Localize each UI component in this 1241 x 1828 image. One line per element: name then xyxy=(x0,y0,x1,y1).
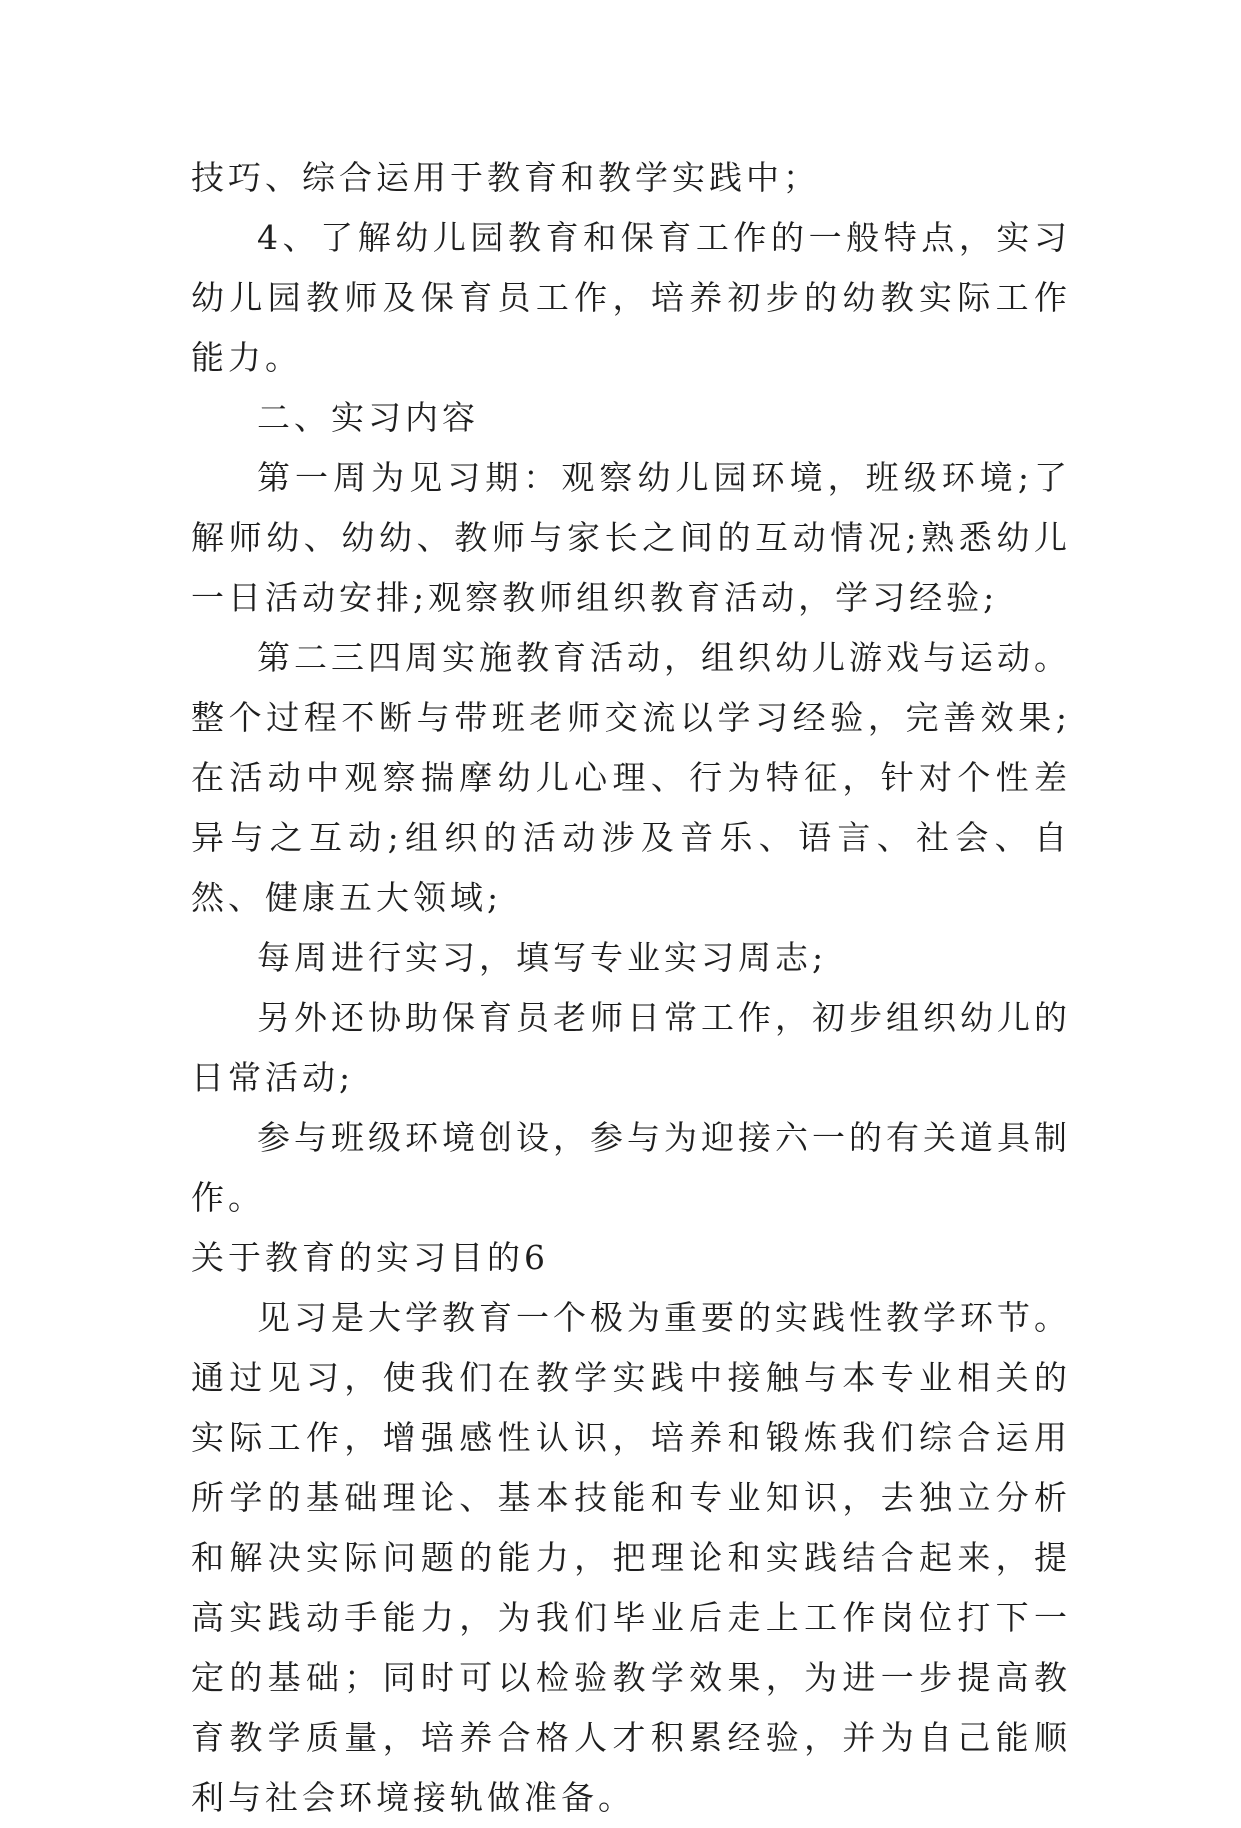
paragraph-weekly-journal: 每周进行实习，填写专业实习周志; xyxy=(257,938,828,977)
paragraph-week-one: 第一周为见习期：观察幼儿园环境，班级环境;了解师幼、幼幼、教师与家长之间的互动情况;熟悉幼儿一日活动安排;观察教师组织教育活动，学习经验; xyxy=(191,458,1071,617)
paragraph-item-4: 4、了解幼儿园教育和保育工作的一般特点，实习幼儿园教师及保育员工作，培养初步的幼教实际工作能力。 xyxy=(191,218,1071,377)
section-title-purpose-6: 关于教育的实习目的6 xyxy=(191,1238,549,1277)
paragraph-weeks-two-to-four: 第二三四周实施教育活动，组织幼儿游戏与运动。整个过程不断与带班老师交流以学习经验，完善效果;在活动中观察揣摩幼儿心理、行为特征，针对个性差异与之互动;组织的活动涉及音乐、语言、社会、自然、健康五大领域; xyxy=(191,638,1071,917)
paragraph-assist-caregiver: 另外还协助保育员老师日常工作，初步组织幼儿的日常活动; xyxy=(191,998,1071,1097)
section-heading-internship-content: 二、实习内容 xyxy=(257,398,479,437)
paragraph-class-environment: 参与班级环境创设，参与为迎接六一的有关道具制作。 xyxy=(191,1118,1071,1217)
paragraph-observation-purpose: 见习是大学教育一个极为重要的实践性教学环节。通过见习，使我们在教学实践中接触与本专业相关的实际工作，增强感性认识，培养和锻炼我们综合运用所学的基础理论、基本技能和专业知识，去独立分析和解决实际问题的能力，把理论和实践结合起来，提高实践动手能力，为我们毕业后走上工作岗位打下一定的基础；同时可以检验教学效果，为进一步提高教育教学质量，培养合格人才积累经验，并为自己能顺利与社会环境接轨做准备。 xyxy=(191,1298,1071,1817)
document-body xyxy=(191,148,1071,1828)
paragraph-continuation: 技巧、综合运用于教育和教学实践中； xyxy=(191,158,820,197)
